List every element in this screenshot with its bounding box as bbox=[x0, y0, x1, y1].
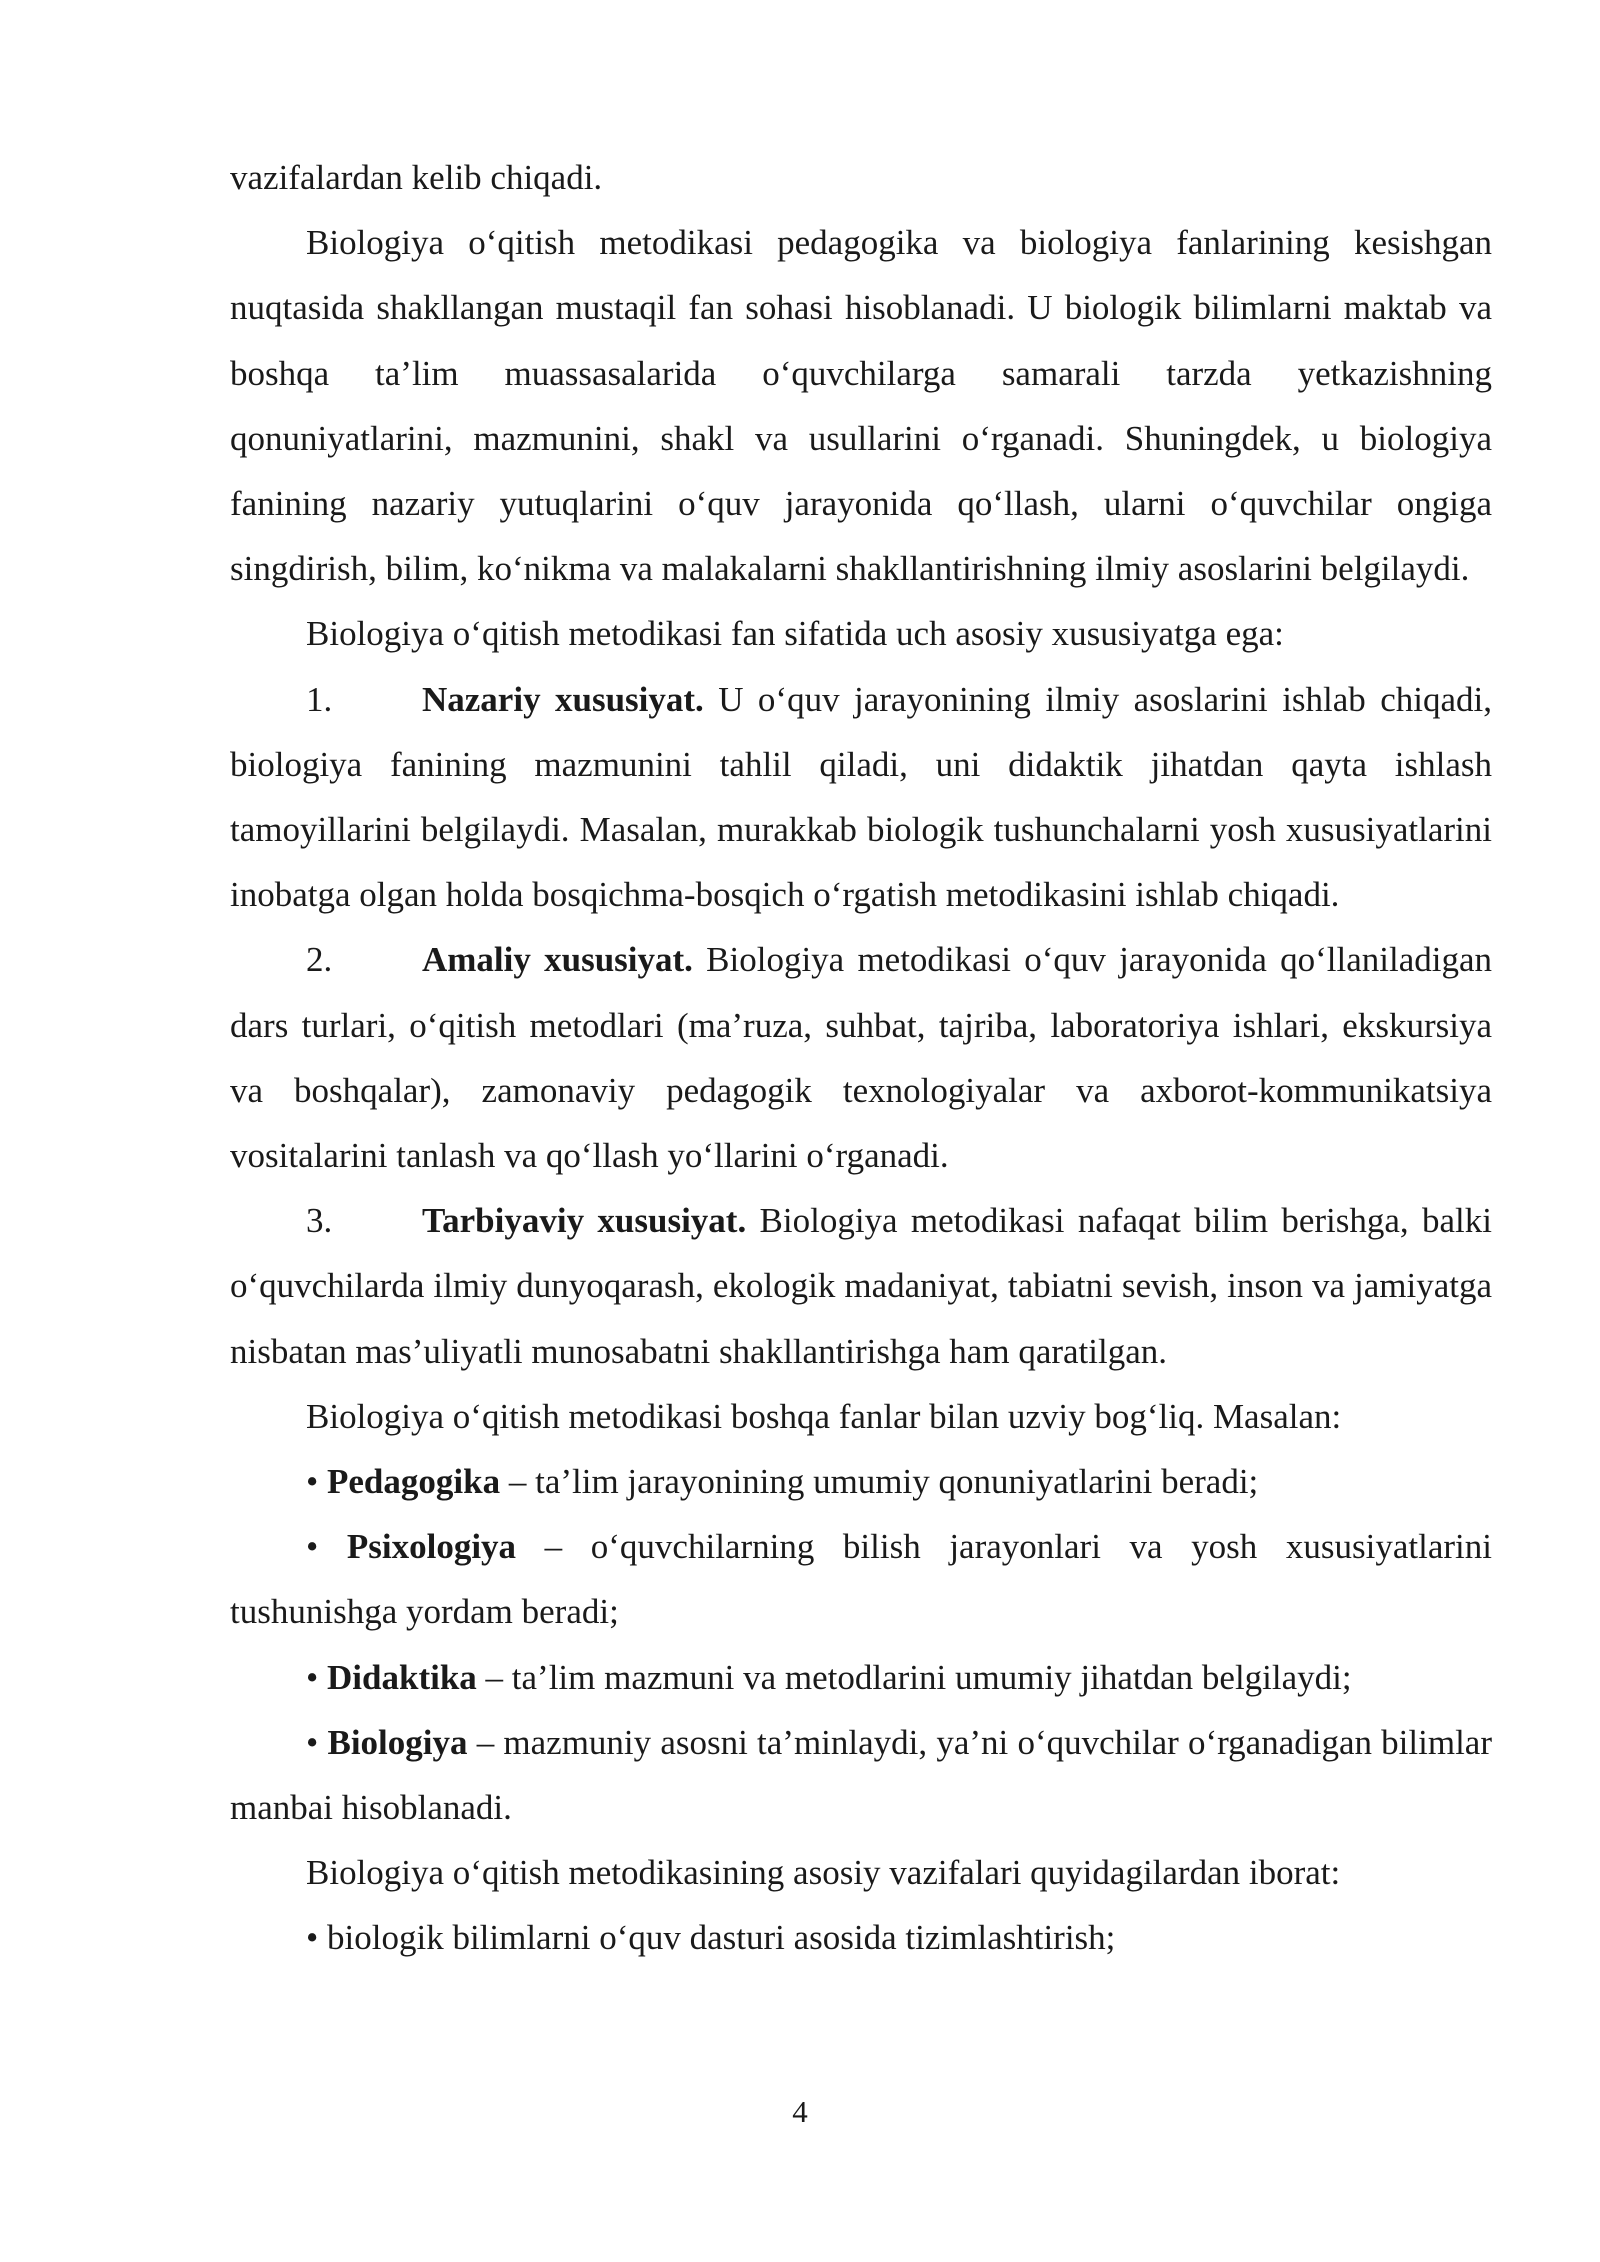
feature-text: Biologiya metodikasi o‘quv jarayonida qo‘llaniladigan dars turlari, o‘qitish metodlari (ma’ruza, suhbat, tajriba, laboratoriya ishlari, ekskursiya va boshqalar), zamonaviy pedagogik texnologiyalar va axborot-kommunikatsiya vositalarini tanlash va qo‘llash yo‘llarini o‘rganadi. bbox=[230, 940, 1492, 1176]
paragraph-continuation: vazifalardan kelib chiqadi. bbox=[230, 158, 603, 197]
feature-title: Amaliy xususiyat. bbox=[422, 940, 693, 980]
list-item-text: – o‘quvchilarning bilish jarayonlari va yosh xususiyatlarini tushunishga yordam beradi; bbox=[230, 1527, 1492, 1632]
feature-number: 2. bbox=[306, 940, 333, 980]
paragraph-tasks-intro: Biologiya o‘qitish metodikasining asosiy vazifalari quyidagilardan iborat: bbox=[306, 1853, 1341, 1893]
bullet-icon: • bbox=[306, 1527, 319, 1567]
list-item bbox=[230, 1449, 1492, 1514]
feature-number: 3. bbox=[306, 1201, 333, 1241]
list-item-text: – ta’lim mazmuni va metodlarini umumiy jihatdan belgilaydi; bbox=[476, 1657, 1352, 1697]
bullet-icon: • bbox=[306, 1657, 319, 1697]
paragraph-features-intro: Biologiya o‘qitish metodikasi fan sifatida uch asosiy xususiyatga ega: bbox=[306, 614, 1284, 654]
list-item bbox=[230, 1645, 1492, 1710]
feature-number: 1. bbox=[306, 679, 333, 719]
feature-title: Tarbiyaviy xususiyat. bbox=[422, 1201, 747, 1241]
paragraph-links-intro: Biologiya o‘qitish metodikasi boshqa fanlar bilan uzviy bog‘liq. Masalan: bbox=[306, 1396, 1342, 1436]
feature-title: Nazariy xususiyat. bbox=[422, 679, 704, 719]
bullet-icon: • bbox=[306, 1918, 319, 1958]
feature-item bbox=[230, 927, 1492, 1188]
feature-item bbox=[230, 1188, 1492, 1384]
list-item-text: – mazmuniy asosni ta’minlaydi, ya’ni o‘quvchilar o‘rganadigan bilimlar manbai hisoblanadi. bbox=[230, 1722, 1492, 1828]
paragraph-intro: Biologiya o‘qitish metodikasi pedagogika va biologiya fanlarining kesishgan nuqtasida shakllangan mustaqil fan sohasi hisoblanadi. U biologik bilimlarni maktab va boshqa ta’lim muassasalarida o‘quvchilarga samarali tarzda yetkazishning qonuniyatlarini, mazmunini, shakl va usullarini o‘rganadi. Shuningdek, u biologiya fanining nazariy yutuqlarini o‘quv jarayonida qo‘llash, ularni o‘quvchilar ongiga singdirish, bilim, ko‘nikma va malakalarni shakllantirishning ilmiy asoslarini belgilaydi. bbox=[230, 223, 1492, 589]
list-item-term: Pedagogika bbox=[327, 1462, 501, 1502]
feature-item bbox=[230, 667, 1492, 928]
list-item bbox=[230, 1514, 1492, 1644]
list-item bbox=[230, 1710, 1492, 1840]
bullet-icon: • bbox=[306, 1462, 319, 1502]
feature-text: Biologiya metodikasi nafaqat bilim berishga, balki o‘quvchilarda ilmiy dunyoqarash, ekologik madaniyat, tabiatni sevish, inson va jamiyatga nisbatan mas’uliyatli munosabatni shakllantirishga ham qaratilgan. bbox=[230, 1201, 1492, 1371]
list-item-text: – ta’lim jarayonining umumiy qonuniyatlarini beradi; bbox=[500, 1462, 1259, 1502]
document-page bbox=[230, 145, 1492, 1971]
list-item-term: Psixologiya bbox=[346, 1527, 517, 1567]
list-item-text: biologik bilimlarni o‘quv dasturi asosida tizimlashtirish; bbox=[327, 1918, 1116, 1958]
bullet-icon: • bbox=[306, 1722, 319, 1762]
list-item-term: Biologiya bbox=[327, 1722, 468, 1762]
list-item bbox=[230, 1905, 1492, 1970]
list-item-term: Didaktika bbox=[327, 1657, 477, 1697]
feature-text: U o‘quv jarayonining ilmiy asoslarini ishlab chiqadi, biologiya fanining mazmunini tahlil qiladi, uni didaktik jihatdan qayta ishlash tamoyillarini belgilaydi. Masalan, murakkab biologik tushunchalarni yosh xususiyatlarini inobatga olgan holda bosqichma-bosqich o‘rgatish metodikasini ishlab chiqadi. bbox=[230, 679, 1492, 915]
page-number: 4 bbox=[792, 2094, 808, 2129]
